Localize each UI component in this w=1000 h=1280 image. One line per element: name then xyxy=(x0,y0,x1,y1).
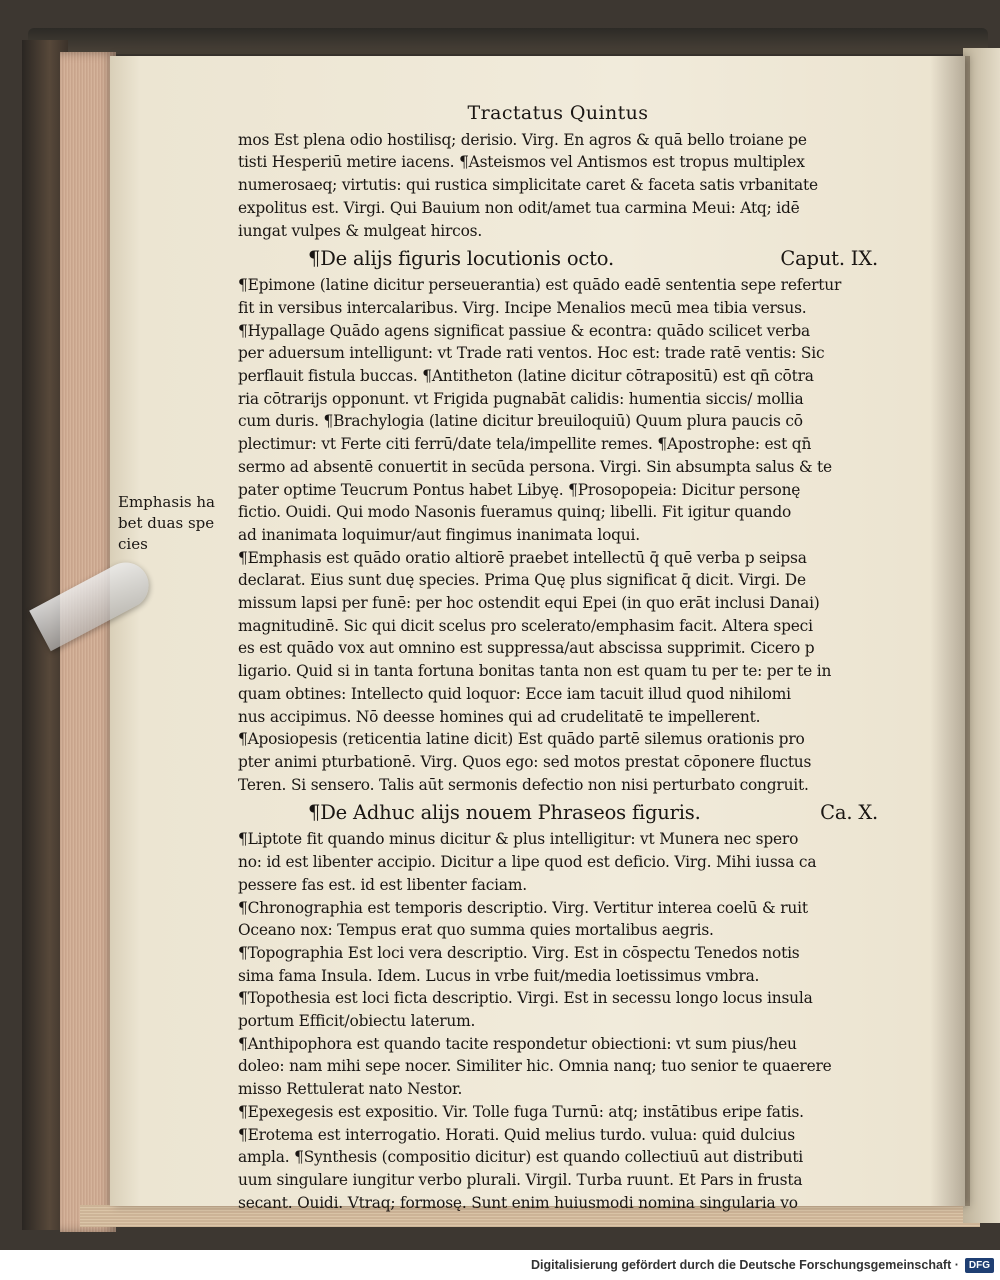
marginal-note xyxy=(118,492,236,555)
chapter-number: Caput. IX. xyxy=(780,247,878,271)
text-blocks xyxy=(238,129,878,1215)
text-line: iungat vulpes & mulgeat hircos. xyxy=(238,221,483,240)
chapter-title: ¶De Adhuc alijs nouem Phraseos figuris. xyxy=(308,801,701,825)
text-line: ¶Topographia Est loci vera descriptio. Virg. Est in cōspectu Tenedos notis xyxy=(238,943,800,962)
text-line: doleo: nam mihi sepe nocer. Similiter hic. Omnia nanq; tuo senior te quaerere xyxy=(238,1057,832,1076)
text-line: fictio. Ouidi. Qui modo Nasonis fueramus quinq; libelli. Fit igitur quando xyxy=(238,503,792,522)
text-line: ¶Epimone (latine dicitur perseuerantia) est quādo eadē sententia sepe refertur xyxy=(238,276,842,295)
text-line: missum lapsi per funē: per hoc ostendit equi Epei (in quo erāt inclusi Danai) xyxy=(238,594,820,613)
text-line: nus accipimus. Nō deesse homines qui ad crudelitatē te impellerent. xyxy=(238,707,761,726)
text-line: ¶Aposiopesis (reticentia latine dicit) Est quādo partē silemus orationis pro xyxy=(238,730,805,749)
running-head: Tractatus Quintus xyxy=(467,102,649,124)
text-line: ¶Emphasis est quādo oratio altiorē praebet intellectū q̄ quē verba p seipsa xyxy=(238,548,807,567)
text-line: sima fama Insula. Idem. Lucus in vrbe fuit/media loetissimus vmbra. xyxy=(238,966,760,985)
text-line: ligario. Quid si in tanta fortuna bonitas tanta non est quam tu per te: per te in xyxy=(238,662,832,681)
chapter-number: Ca. X. xyxy=(820,801,878,825)
text-line: uum singulare iungitur verbo plurali. Virgil. Turba ruunt. Et Pars in frusta xyxy=(238,1170,803,1189)
marginal-note-line: bet duas spe xyxy=(118,514,215,532)
text-line: ¶Hypallage Quādo agens significat passiue & econtra: quādo scilicet verba xyxy=(238,321,810,340)
marginal-note-line: Emphasis ha xyxy=(118,493,215,511)
chapter-title: ¶De alijs figuris locutionis octo. xyxy=(308,247,614,271)
dfg-logo-icon: DFG xyxy=(965,1258,994,1273)
footer-bar xyxy=(0,1250,1000,1280)
text-line: numerosaeq; virtutis: qui rustica simplicitate caret & faceta satis vrbanitate xyxy=(238,176,818,195)
page-edges xyxy=(60,52,116,1232)
text-line: ¶Liptote fit quando minus dicitur & plus intelligitur: vt Munera nec spero xyxy=(238,830,799,849)
text-line: secant. Ouidi. Vtraq; formosę. Sunt enim huiusmodi nomina singularia vo xyxy=(238,1193,798,1212)
funding-credit: Digitalisierung gefördert durch die Deutsche Forschungsgemeinschaft · xyxy=(531,1258,959,1272)
chapter-heading xyxy=(308,798,878,828)
text-line: declarat. Eius sunt duę species. Prima Quę plus significat q̄ dicit. Virgi. De xyxy=(238,571,806,590)
text-line: tisti Hesperiū metire iacens. ¶Asteismos vel Antismos est tropus multiplex xyxy=(238,153,805,172)
text-line: misso Rettulerat nato Nestor. xyxy=(238,1080,463,1099)
page-text xyxy=(238,90,878,1214)
text-line: ¶Epexegesis est expositio. Vir. Tolle fuga Turnū: atq; instātibus eripe fatis. xyxy=(238,1102,804,1121)
text-line: pter animi pturbationē. Virg. Quos ego: sed motos prestat cōponere fluctus xyxy=(238,752,812,771)
text-line: fit in versibus intercalaribus. Virg. Incipe Menalios mecū mea tibia versus. xyxy=(238,298,807,317)
text-line: portum Efficit/obiectu laterum. xyxy=(238,1012,476,1031)
gutter-shadow xyxy=(930,56,970,1206)
text-line: magnitudinē. Sic qui dicit scelus pro scelerato/emphasim facit. Altera speci xyxy=(238,616,813,635)
text-line: plectimur: vt Ferte citi ferrū/date tela/impellite remes. ¶Apostrophe: est qn̄ xyxy=(238,435,812,454)
chapter-heading xyxy=(308,244,878,274)
text-line: ¶Erotema est interrogatio. Horati. Quid melius turdo. vulua: quid dulcius xyxy=(238,1125,795,1144)
text-line: expolitus est. Virgi. Qui Bauium non odit/amet tua carmina Meui: Atq; idē xyxy=(238,198,800,217)
text-line: ria cōtrarijs opponunt. vt Frigida pugnabāt calidis: humentia siccis/ mollia xyxy=(238,389,804,408)
text-line: ¶Chronographia est temporis descriptio. Virg. Vertitur interea coelū & ruit xyxy=(238,898,808,917)
text-line: cum duris. ¶Brachylogia (latine dicitur breuiloquiū) Quum plura paucis cō xyxy=(238,412,803,431)
text-line: Oceano nox: Tempus erat quo summa quies mortalibus aegris. xyxy=(238,921,714,940)
text-line: pessere fas est. id est libenter faciam. xyxy=(238,875,527,894)
text-line: ¶Anthipophora est quando tacite respondetur obiectioni: vt sum pius/heu xyxy=(238,1034,797,1053)
text-line: mos Est plena odio hostilisq; derisio. Virg. En agros & quā bello troiane pe xyxy=(238,130,807,149)
text-line: ¶Topothesia est loci ficta descriptio. Virgi. Est in secessu longo locus insula xyxy=(238,989,813,1008)
text-line: no: id est libenter accipio. Dicitur a lipe quod est deficio. Virg. Mihi iussa ca xyxy=(238,853,817,872)
text-line: sermo ad absentē conuertit in secūda persona. Virgi. Sin absumpta salus & te xyxy=(238,457,832,476)
text-line: es est quādo vox aut omnino est suppressa/aut abscissa supprimit. Cicero p xyxy=(238,639,815,658)
book-spine xyxy=(28,28,988,54)
text-line: per aduersum intelligunt: vt Trade rati ventos. Hoc est: trade ratē ventis: Sic xyxy=(238,344,825,363)
text-line: quam obtines: Intellecto quid loquor: Ecce iam tacuit illud quod nihilomi xyxy=(238,684,791,703)
text-line: ad inanimata loquimur/aut fingimus inanimata loqui. xyxy=(238,525,640,544)
text-line: ampla. ¶Synthesis (compositio dicitur) est quando collectiuū aut distributi xyxy=(238,1148,804,1167)
text-line: perflauit fistula buccas. ¶Antitheton (latine dicitur cōtrapositū) est qn̄ cōtra xyxy=(238,367,814,386)
marginal-note-line: cies xyxy=(118,535,148,553)
text-line: pater optime Teucrum Pontus habet Libyę. ¶Prosopopeia: Dicitur personę xyxy=(238,480,801,499)
text-line: Teren. Si sensero. Talis aūt sermonis defectio non nisi perturbato congruit. xyxy=(238,775,809,794)
